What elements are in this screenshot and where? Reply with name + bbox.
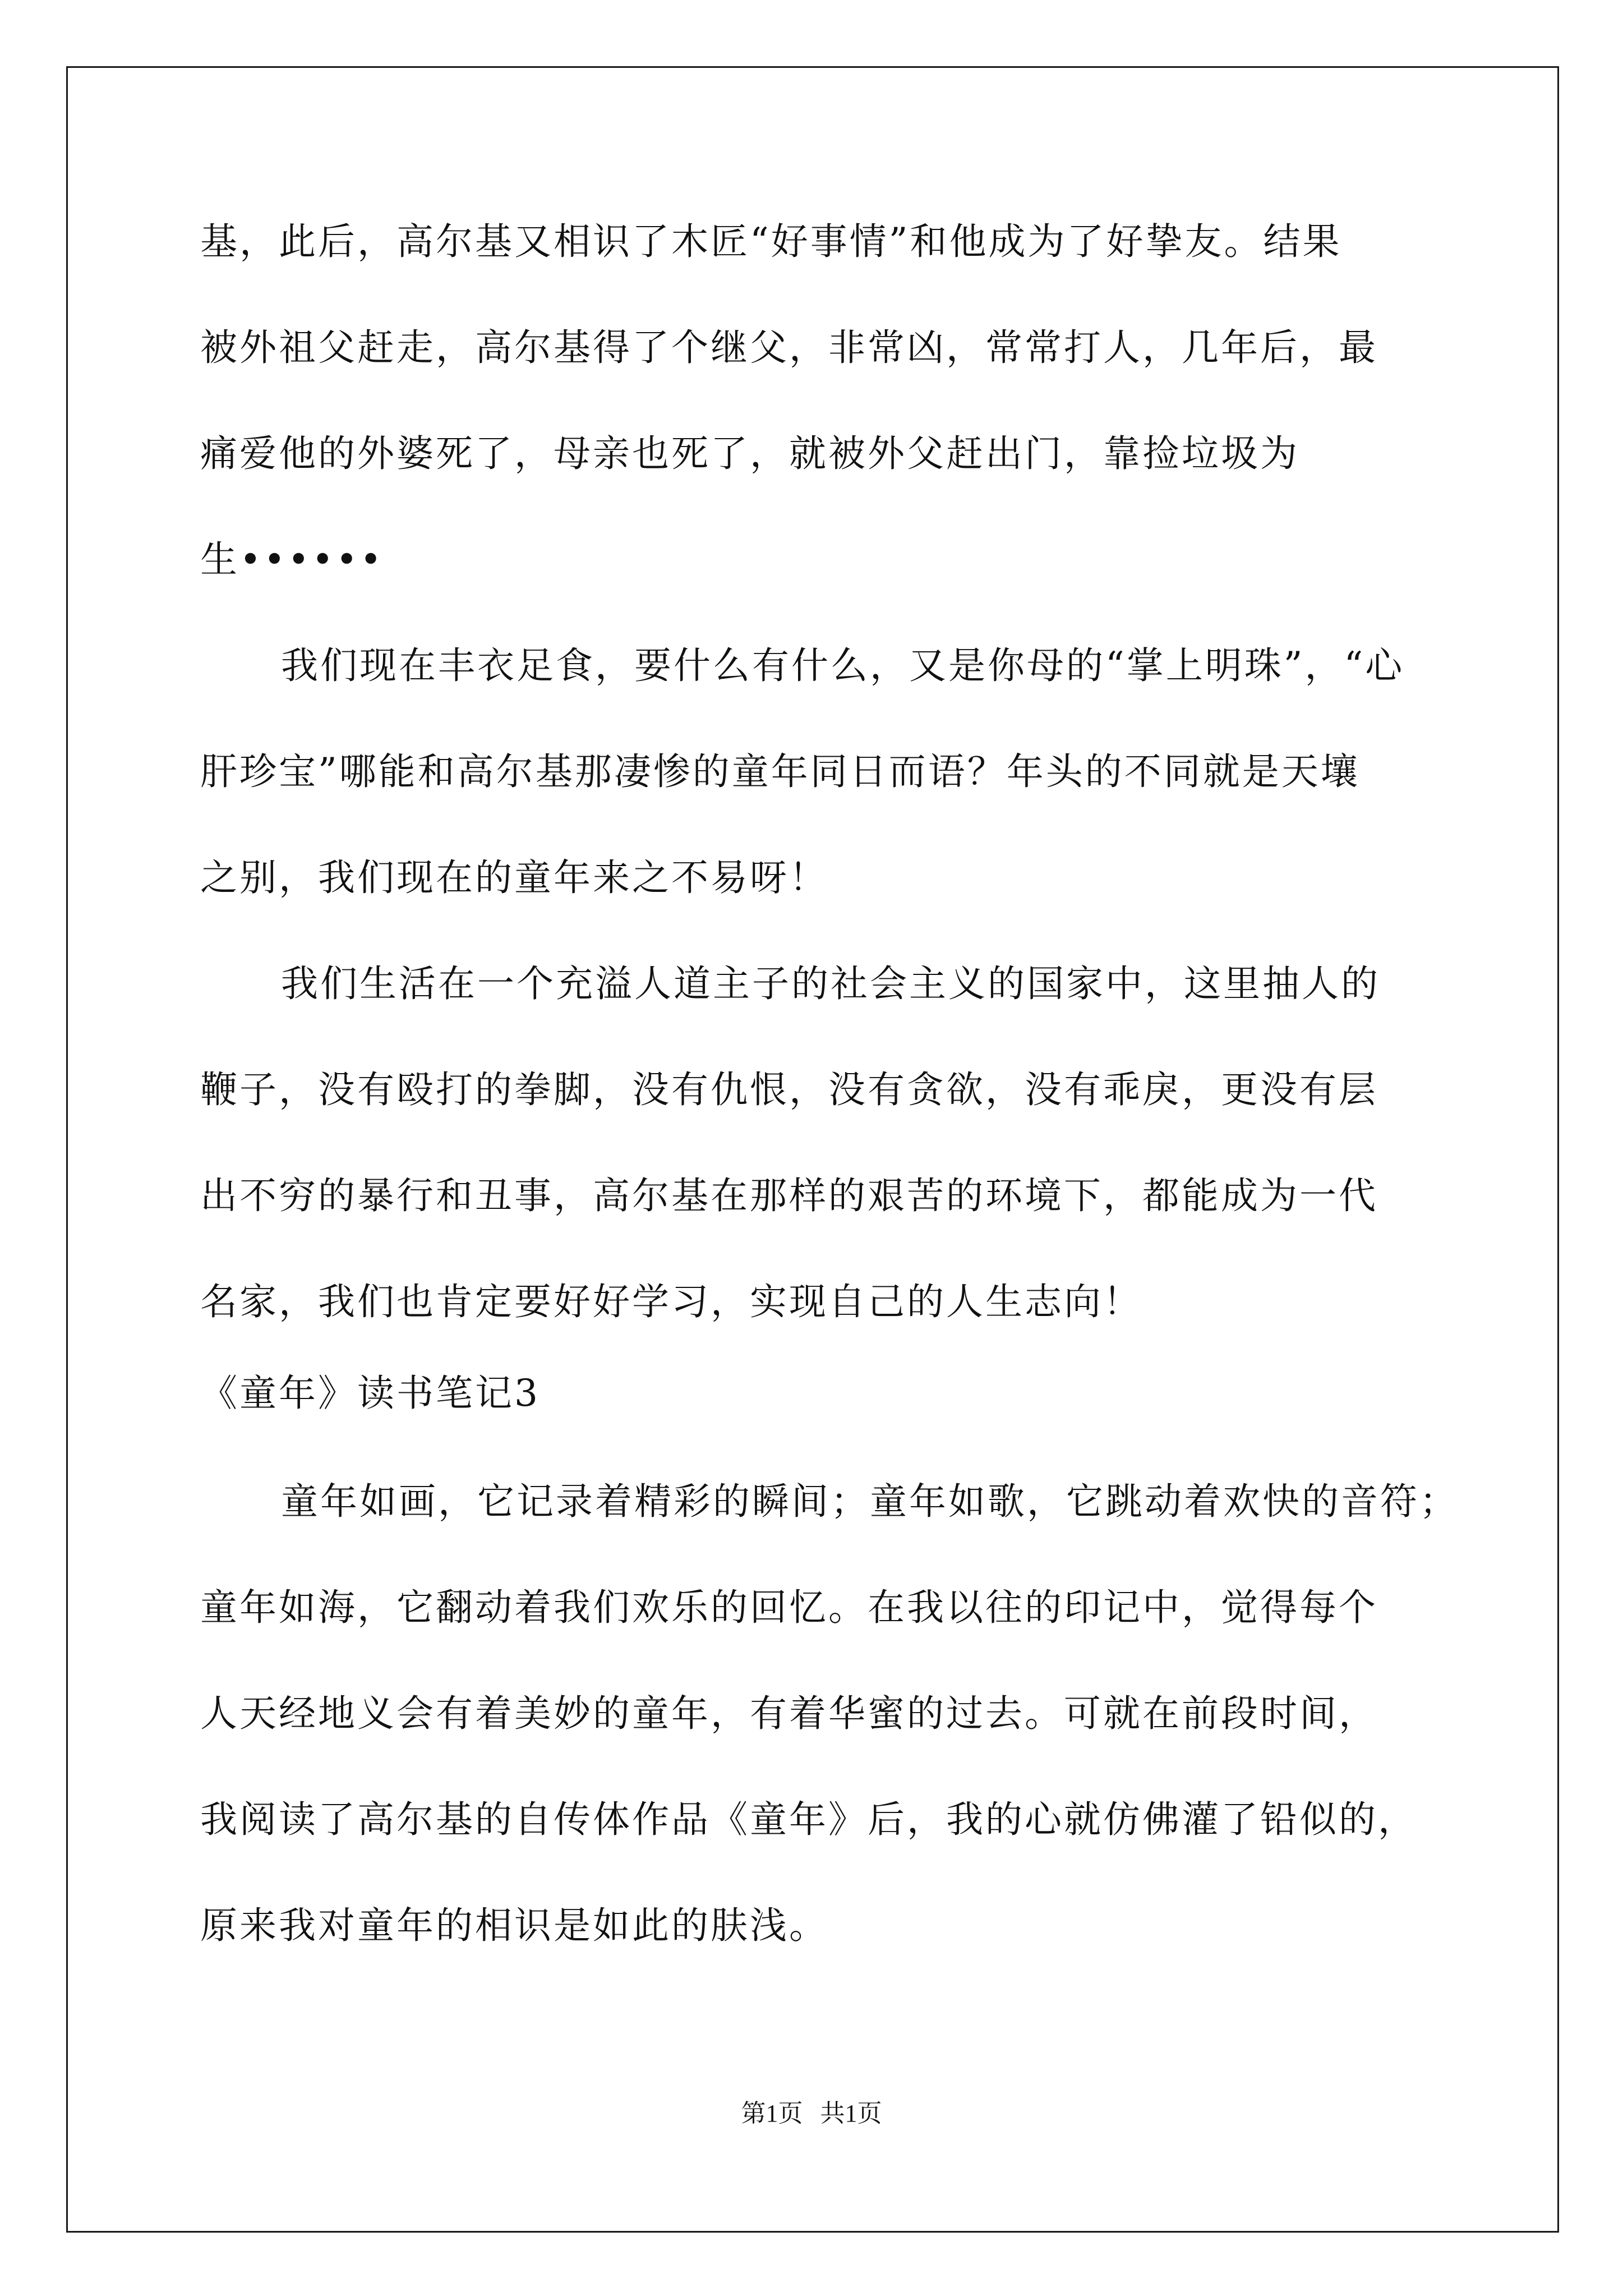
text-line: 童年如海，它翻动着我们欢乐的回忆。在我以往的印记中，觉得每个 [200,1586,1378,1629]
document-body [200,215,1459,1953]
text-line: 名家，我们也肯定要好好学习，实现自己的人生志向！ [200,1280,1142,1323]
page-footer [0,2097,1623,2131]
text-line: 痛爱他的外婆死了，母亲也死了，就被外父赶出门，靠捡垃圾为 [200,432,1299,475]
paragraph-start-line: 我们生活在一个充溢人道主子的社会主义的国家中，这里抽人的 [281,962,1380,1005]
page-total: 共1页 [820,2100,882,2127]
paragraph-start-line: 我们现在丰衣足食，要什么有什么，又是你母的“掌上明珠”，“心 [281,644,1405,687]
paragraph-start-line: 童年如画，它记录着精彩的瞬间；童年如歌，它跳动着欢快的音符； [281,1480,1459,1523]
text-line: 生•••••• [200,538,384,581]
text-line: 出不穷的暴行和丑事，高尔基在那样的艰苦的环境下，都能成为一代 [200,1174,1378,1217]
text-line: 被外祖父赶走，高尔基得了个继父，非常凶，常常打人，几年后，最 [200,326,1378,369]
text-line: 鞭子，没有殴打的拳脚，没有仇恨，没有贪欲，没有乖戾，更没有层 [200,1068,1378,1111]
page-number: 第1页 [741,2100,803,2127]
text-line: 之别，我们现在的童年来之不易呀！ [200,856,828,899]
text-line: 基，此后，高尔基又相识了木匠“好事情”和他成为了好挚友。结果 [200,220,1342,263]
section-heading: 《童年》读书笔记3 [200,1372,540,1415]
text-line: 原来我对童年的相识是如此的肤浅。 [200,1904,828,1947]
text-line: 肝珍宝”哪能和高尔基那凄惨的童年同日而语？年头的不同就是天壤 [200,750,1360,793]
text-line: 我阅读了高尔基的自传体作品《童年》后，我的心就仿佛灌了铅似的， [200,1798,1417,1841]
text-line: 人天经地义会有着美妙的童年，有着华蜜的过去。可就在前段时间， [200,1692,1378,1735]
